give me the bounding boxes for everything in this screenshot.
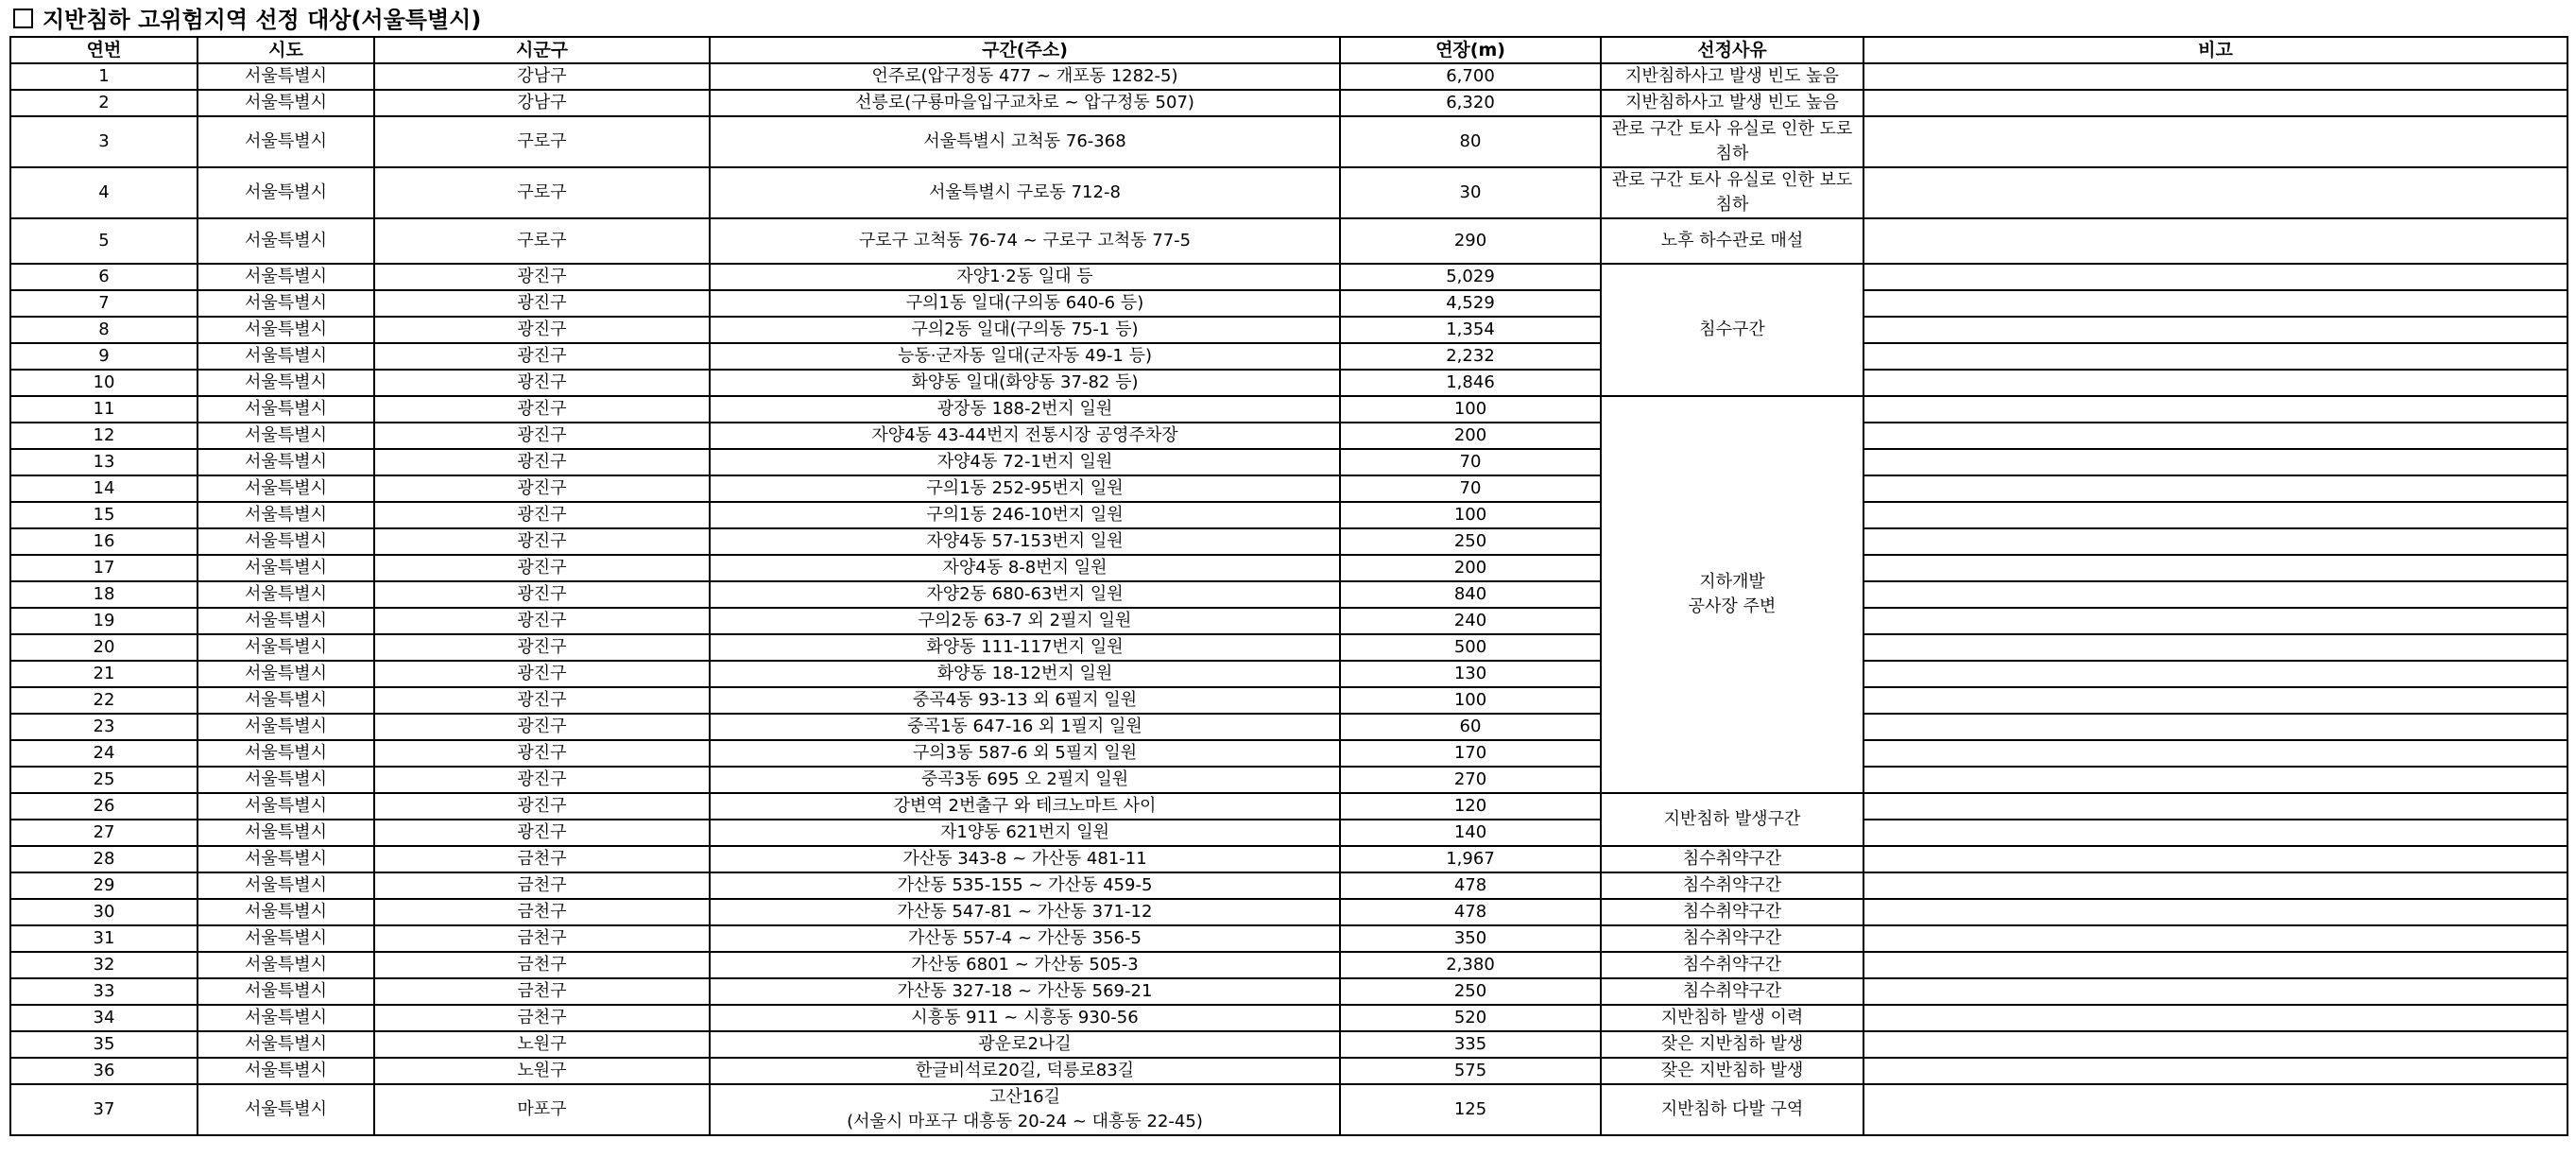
cell-note [1863, 116, 2567, 167]
cell-sigungu: 광진구 [374, 634, 710, 661]
cell-length: 240 [1340, 608, 1601, 634]
cell-section: 구의1동 246-10번지 일원 [710, 502, 1340, 528]
cell-sigungu: 광진구 [374, 264, 710, 290]
cell-no: 33 [10, 978, 197, 1005]
table-row [10, 1031, 2567, 1058]
cell-sigungu: 금천구 [374, 872, 710, 899]
cell-length: 250 [1340, 978, 1601, 1005]
cell-no: 19 [10, 608, 197, 634]
cell-section: 자양4동 43-44번지 전통시장 공영주차장 [710, 423, 1340, 449]
cell-length: 60 [1340, 714, 1601, 740]
cell-sigungu: 금천구 [374, 952, 710, 978]
cell-length: 6,700 [1340, 63, 1601, 90]
cell-no: 2 [10, 90, 197, 116]
cell-sido: 서울특별시 [197, 317, 374, 343]
cell-sigungu: 금천구 [374, 925, 710, 952]
cell-no: 18 [10, 581, 197, 608]
cell-no: 37 [10, 1084, 197, 1135]
cell-no: 31 [10, 925, 197, 952]
cell-sigungu: 광진구 [374, 343, 710, 370]
cell-section: 광장동 188-2번지 일원 [710, 396, 1340, 423]
cell-note [1863, 687, 2567, 714]
cell-section: 서울특별시 고척동 76-368 [710, 116, 1340, 167]
header-cell-section: 구간(주소) [710, 37, 1340, 63]
cell-sigungu: 광진구 [374, 740, 710, 767]
cell-length: 100 [1340, 502, 1601, 528]
cell-note [1863, 264, 2567, 290]
table-row [10, 714, 2567, 740]
cell-section: 자1양동 621번지 일원 [710, 820, 1340, 846]
cell-sigungu: 구로구 [374, 167, 710, 218]
cell-no: 36 [10, 1058, 197, 1084]
table-row [10, 528, 2567, 555]
cell-no: 20 [10, 634, 197, 661]
cell-sigungu: 구로구 [374, 218, 710, 264]
cell-section: 한글비석로20길, 덕릉로83길 [710, 1058, 1340, 1084]
cell-note [1863, 475, 2567, 502]
merged-reason-subsidence: 지반침하 발생구간 [1601, 793, 1863, 846]
cell-reason: 관로 구간 토사 유실로 인한 보도 침하 [1601, 167, 1863, 218]
table-row [10, 290, 2567, 317]
cell-section: 서울특별시 구로동 712-8 [710, 167, 1340, 218]
page-title [13, 4, 481, 36]
table-row [10, 502, 2567, 528]
cell-reason: 침수취약구간 [1601, 978, 1863, 1005]
cell-sigungu: 광진구 [374, 502, 710, 528]
cell-sigungu: 금천구 [374, 846, 710, 872]
cell-sigungu: 광진구 [374, 767, 710, 793]
cell-sido: 서울특별시 [197, 290, 374, 317]
cell-reason: 침수취약구간 [1601, 925, 1863, 952]
cell-no: 23 [10, 714, 197, 740]
cell-length: 140 [1340, 820, 1601, 846]
cell-sigungu: 광진구 [374, 687, 710, 714]
cell-reason: 지반침하사고 발생 빈도 높음 [1601, 63, 1863, 90]
cell-length: 100 [1340, 687, 1601, 714]
cell-section: 자양2동 680-63번지 일원 [710, 581, 1340, 608]
cell-length: 290 [1340, 218, 1601, 264]
header-row [10, 37, 2567, 63]
table-row [10, 555, 2567, 581]
table-row [10, 264, 2567, 290]
cell-length: 100 [1340, 396, 1601, 423]
cell-no: 5 [10, 218, 197, 264]
cell-sido: 서울특별시 [197, 475, 374, 502]
cell-note [1863, 528, 2567, 555]
cell-section: 자양1·2동 일대 등 [710, 264, 1340, 290]
cell-no: 22 [10, 687, 197, 714]
cell-no: 24 [10, 740, 197, 767]
cell-sido: 서울특별시 [197, 218, 374, 264]
cell-note [1863, 634, 2567, 661]
header-cell-no: 연번 [10, 37, 197, 63]
cell-sigungu: 광진구 [374, 317, 710, 343]
cell-section: 구의1동 252-95번지 일원 [710, 475, 1340, 502]
cell-length: 1,967 [1340, 846, 1601, 872]
cell-sido: 서울특별시 [197, 264, 374, 290]
cell-sido: 서울특별시 [197, 714, 374, 740]
cell-section: 중곡4동 93-13 외 6필지 일원 [710, 687, 1340, 714]
cell-no: 29 [10, 872, 197, 899]
table-row [10, 767, 2567, 793]
cell-reason: 침수취약구간 [1601, 846, 1863, 872]
merged-reason-construction-line2: 공사장 주변 [1688, 596, 1777, 616]
cell-sido: 서울특별시 [197, 661, 374, 687]
cell-sido: 서울특별시 [197, 1058, 374, 1084]
cell-no: 30 [10, 899, 197, 925]
cell-note [1863, 767, 2567, 793]
cell-section: 가산동 557-4 ~ 가산동 356-5 [710, 925, 1340, 952]
cell-sigungu: 노원구 [374, 1058, 710, 1084]
cell-section: 시흥동 911 ~ 시흥동 930-56 [710, 1005, 1340, 1031]
cell-note [1863, 423, 2567, 449]
cell-sigungu: 구로구 [374, 116, 710, 167]
cell-sido: 서울특별시 [197, 63, 374, 90]
cell-note [1863, 740, 2567, 767]
cell-reason: 지반침하 발생 이력 [1601, 1005, 1863, 1031]
cell-sigungu: 광진구 [374, 396, 710, 423]
cell-sido: 서울특별시 [197, 846, 374, 872]
cell-no: 34 [10, 1005, 197, 1031]
cell-no: 26 [10, 793, 197, 820]
cell-reason: 침수취약구간 [1601, 899, 1863, 925]
cell-sigungu: 금천구 [374, 899, 710, 925]
cell-length: 200 [1340, 423, 1601, 449]
cell-sido: 서울특별시 [197, 1005, 374, 1031]
cell-section: 화양동 18-12번지 일원 [710, 661, 1340, 687]
table-row [10, 925, 2567, 952]
cell-no: 1 [10, 63, 197, 90]
cell-sigungu: 마포구 [374, 1084, 710, 1135]
cell-note [1863, 899, 2567, 925]
cell-section: 구의3동 587-6 외 5필지 일원 [710, 740, 1340, 767]
header-cell-length: 연장(m) [1340, 37, 1601, 63]
cell-section: 자양4동 8-8번지 일원 [710, 555, 1340, 581]
header-cell-note: 비고 [1863, 37, 2567, 63]
cell-sigungu: 금천구 [374, 978, 710, 1005]
cell-length: 250 [1340, 528, 1601, 555]
cell-sido: 서울특별시 [197, 978, 374, 1005]
table-row [10, 740, 2567, 767]
cell-sido: 서울특별시 [197, 634, 374, 661]
cell-length: 478 [1340, 899, 1601, 925]
cell-note [1863, 820, 2567, 846]
cell-note [1863, 846, 2567, 872]
cell-length: 350 [1340, 925, 1601, 952]
cell-sigungu: 광진구 [374, 370, 710, 396]
cell-length: 130 [1340, 661, 1601, 687]
cell-reason: 관로 구간 토사 유실로 인한 도로 침하 [1601, 116, 1863, 167]
cell-no: 15 [10, 502, 197, 528]
merged-reason-construction-line1: 지하개발 [1699, 572, 1765, 592]
cell-length: 1,354 [1340, 317, 1601, 343]
data-table [9, 36, 2568, 1136]
cell-no: 16 [10, 528, 197, 555]
cell-sido: 서울특별시 [197, 767, 374, 793]
table-row [10, 872, 2567, 899]
cell-section: 구의1동 일대(구의동 640-6 등) [710, 290, 1340, 317]
table-row [10, 423, 2567, 449]
cell-no: 9 [10, 343, 197, 370]
cell-sido: 서울특별시 [197, 952, 374, 978]
cell-no: 10 [10, 370, 197, 396]
cell-sido: 서울특별시 [197, 343, 374, 370]
cell-note [1863, 872, 2567, 899]
cell-section: 선릉로(구룡마을입구교차로 ~ 압구정동 507) [710, 90, 1340, 116]
cell-length: 70 [1340, 475, 1601, 502]
table-row [10, 218, 2567, 264]
cell-sigungu: 노원구 [374, 1031, 710, 1058]
cell-sido: 서울특별시 [197, 581, 374, 608]
cell-note [1863, 370, 2567, 396]
cell-length: 4,529 [1340, 290, 1601, 317]
cell-section: 중곡1동 647-16 외 1필지 일원 [710, 714, 1340, 740]
table-row [10, 1058, 2567, 1084]
cell-sido: 서울특별시 [197, 555, 374, 581]
cell-sigungu: 광진구 [374, 793, 710, 820]
table-row [10, 63, 2567, 90]
cell-sigungu: 광진구 [374, 475, 710, 502]
cell-length: 30 [1340, 167, 1601, 218]
table-row [10, 687, 2567, 714]
cell-note [1863, 793, 2567, 820]
cell-sigungu: 광진구 [374, 528, 710, 555]
cell-length: 1,846 [1340, 370, 1601, 396]
cell-no: 32 [10, 952, 197, 978]
title-text: 지반침하 고위험지역 선정 대상(서울특별시) [43, 7, 482, 33]
cell-reason: 지반침하 다발 구역 [1601, 1084, 1863, 1135]
table-row [10, 581, 2567, 608]
cell-sigungu: 광진구 [374, 555, 710, 581]
cell-sido: 서울특별시 [197, 167, 374, 218]
cell-no: 8 [10, 317, 197, 343]
cell-note [1863, 317, 2567, 343]
cell-sido: 서울특별시 [197, 528, 374, 555]
cell-sido: 서울특별시 [197, 449, 374, 475]
header-cell-sido: 시도 [197, 37, 374, 63]
cell-section: 자양4동 72-1번지 일원 [710, 449, 1340, 475]
cell-reason: 침수취약구간 [1601, 952, 1863, 978]
cell-length: 120 [1340, 793, 1601, 820]
table-row [10, 396, 2567, 423]
table-row [10, 899, 2567, 925]
header-cell-sigungu: 시군구 [374, 37, 710, 63]
cell-sido: 서울특별시 [197, 1084, 374, 1135]
cell-length: 500 [1340, 634, 1601, 661]
table-row [10, 952, 2567, 978]
cell-length: 200 [1340, 555, 1601, 581]
cell-section: 화양동 일대(화양동 37-82 등) [710, 370, 1340, 396]
cell-sido: 서울특별시 [197, 820, 374, 846]
cell-length: 70 [1340, 449, 1601, 475]
cell-length: 80 [1340, 116, 1601, 167]
cell-sigungu: 광진구 [374, 714, 710, 740]
cell-sido: 서울특별시 [197, 740, 374, 767]
table-row [10, 370, 2567, 396]
cell-sido: 서울특별시 [197, 793, 374, 820]
cell-sigungu: 금천구 [374, 1005, 710, 1031]
table-row [10, 978, 2567, 1005]
cell-note [1863, 218, 2567, 264]
cell-reason: 침수취약구간 [1601, 872, 1863, 899]
table-row [10, 475, 2567, 502]
cell-section: 가산동 343-8 ~ 가산동 481-11 [710, 846, 1340, 872]
table-row [10, 116, 2567, 167]
table-row [10, 820, 2567, 846]
cell-section: 광운로2나길 [710, 1031, 1340, 1058]
table-row [10, 661, 2567, 687]
cell-no: 27 [10, 820, 197, 846]
table-row [10, 793, 2567, 820]
cell-section: 가산동 6801 ~ 가산동 505-3 [710, 952, 1340, 978]
cell-section-line1: 고산16길 [988, 1087, 1061, 1107]
cell-sido: 서울특별시 [197, 90, 374, 116]
cell-note [1863, 290, 2567, 317]
table-row [10, 1084, 2567, 1135]
cell-section [710, 1084, 1340, 1135]
merged-reason-flood: 침수구간 [1601, 264, 1863, 396]
cell-sido: 서울특별시 [197, 899, 374, 925]
cell-section: 중곡3동 695 오 2필지 일원 [710, 767, 1340, 793]
cell-no: 6 [10, 264, 197, 290]
table-row [10, 449, 2567, 475]
cell-sigungu: 광진구 [374, 449, 710, 475]
cell-sigungu: 광진구 [374, 581, 710, 608]
cell-section: 화양동 111-117번지 일원 [710, 634, 1340, 661]
cell-length: 125 [1340, 1084, 1601, 1135]
cell-note [1863, 90, 2567, 116]
cell-section: 가산동 547-81 ~ 가산동 371-12 [710, 899, 1340, 925]
cell-length: 575 [1340, 1058, 1601, 1084]
cell-sigungu: 광진구 [374, 290, 710, 317]
cell-section: 가산동 327-18 ~ 가산동 569-21 [710, 978, 1340, 1005]
cell-note [1863, 978, 2567, 1005]
cell-length: 2,380 [1340, 952, 1601, 978]
cell-sido: 서울특별시 [197, 687, 374, 714]
cell-no: 12 [10, 423, 197, 449]
cell-sigungu: 강남구 [374, 63, 710, 90]
cell-length: 2,232 [1340, 343, 1601, 370]
cell-note [1863, 1031, 2567, 1058]
cell-no: 25 [10, 767, 197, 793]
cell-section: 구로구 고척동 76-74 ~ 구로구 고척동 77-5 [710, 218, 1340, 264]
cell-sido: 서울특별시 [197, 925, 374, 952]
cell-section: 자양4동 57-153번지 일원 [710, 528, 1340, 555]
cell-length: 270 [1340, 767, 1601, 793]
header-cell-reason: 선정사유 [1601, 37, 1863, 63]
cell-sido: 서울특별시 [197, 1031, 374, 1058]
cell-sido: 서울특별시 [197, 502, 374, 528]
cell-length: 840 [1340, 581, 1601, 608]
cell-length: 170 [1340, 740, 1601, 767]
cell-note [1863, 502, 2567, 528]
cell-sigungu: 광진구 [374, 423, 710, 449]
table-row [10, 343, 2567, 370]
cell-section: 구의2동 일대(구의동 75-1 등) [710, 317, 1340, 343]
table-row [10, 608, 2567, 634]
cell-note [1863, 1058, 2567, 1084]
cell-note [1863, 714, 2567, 740]
cell-no: 14 [10, 475, 197, 502]
cell-note [1863, 343, 2567, 370]
cell-no: 28 [10, 846, 197, 872]
cell-reason: 노후 하수관로 매설 [1601, 218, 1863, 264]
cell-length: 6,320 [1340, 90, 1601, 116]
cell-note [1863, 555, 2567, 581]
cell-section: 강변역 2번출구 와 테크노마트 사이 [710, 793, 1340, 820]
cell-no: 3 [10, 116, 197, 167]
cell-note [1863, 608, 2567, 634]
cell-sido: 서울특별시 [197, 423, 374, 449]
cell-reason: 잦은 지반침하 발생 [1601, 1031, 1863, 1058]
cell-note [1863, 952, 2567, 978]
cell-section: 구의2동 63-7 외 2필지 일원 [710, 608, 1340, 634]
cell-no: 13 [10, 449, 197, 475]
cell-no: 4 [10, 167, 197, 218]
table-row [10, 90, 2567, 116]
cell-no: 7 [10, 290, 197, 317]
cell-section-line2: (서울시 마포구 대흥동 20-24 ~ 대흥동 22-45) [847, 1112, 1203, 1131]
cell-length: 478 [1340, 872, 1601, 899]
cell-sido: 서울특별시 [197, 396, 374, 423]
cell-note [1863, 581, 2567, 608]
cell-sido: 서울특별시 [197, 370, 374, 396]
table-row [10, 846, 2567, 872]
cell-sigungu: 광진구 [374, 608, 710, 634]
cell-section: 가산동 535-155 ~ 가산동 459-5 [710, 872, 1340, 899]
cell-sigungu: 광진구 [374, 820, 710, 846]
table-row [10, 167, 2567, 218]
cell-reason: 잦은 지반침하 발생 [1601, 1058, 1863, 1084]
cell-no: 11 [10, 396, 197, 423]
cell-sido: 서울특별시 [197, 116, 374, 167]
table-row [10, 317, 2567, 343]
cell-note [1863, 661, 2567, 687]
cell-no: 35 [10, 1031, 197, 1058]
cell-note [1863, 167, 2567, 218]
cell-sigungu: 광진구 [374, 661, 710, 687]
table-row [10, 634, 2567, 661]
cell-note [1863, 63, 2567, 90]
cell-length: 520 [1340, 1005, 1601, 1031]
cell-section: 능동·군자동 일대(군자동 49-1 등) [710, 343, 1340, 370]
checkbox-square-icon [13, 9, 33, 28]
cell-no: 21 [10, 661, 197, 687]
cell-note [1863, 1005, 2567, 1031]
table-row [10, 1005, 2567, 1031]
cell-sido: 서울특별시 [197, 872, 374, 899]
merged-reason-construction [1601, 396, 1863, 793]
cell-length: 335 [1340, 1031, 1601, 1058]
cell-note [1863, 449, 2567, 475]
cell-length: 5,029 [1340, 264, 1601, 290]
cell-no: 17 [10, 555, 197, 581]
cell-note [1863, 925, 2567, 952]
cell-section: 언주로(압구정동 477 ~ 개포동 1282-5) [710, 63, 1340, 90]
cell-note [1863, 396, 2567, 423]
cell-sigungu: 강남구 [374, 90, 710, 116]
cell-note [1863, 1084, 2567, 1135]
cell-reason: 지반침하사고 발생 빈도 높음 [1601, 90, 1863, 116]
cell-sido: 서울특별시 [197, 608, 374, 634]
